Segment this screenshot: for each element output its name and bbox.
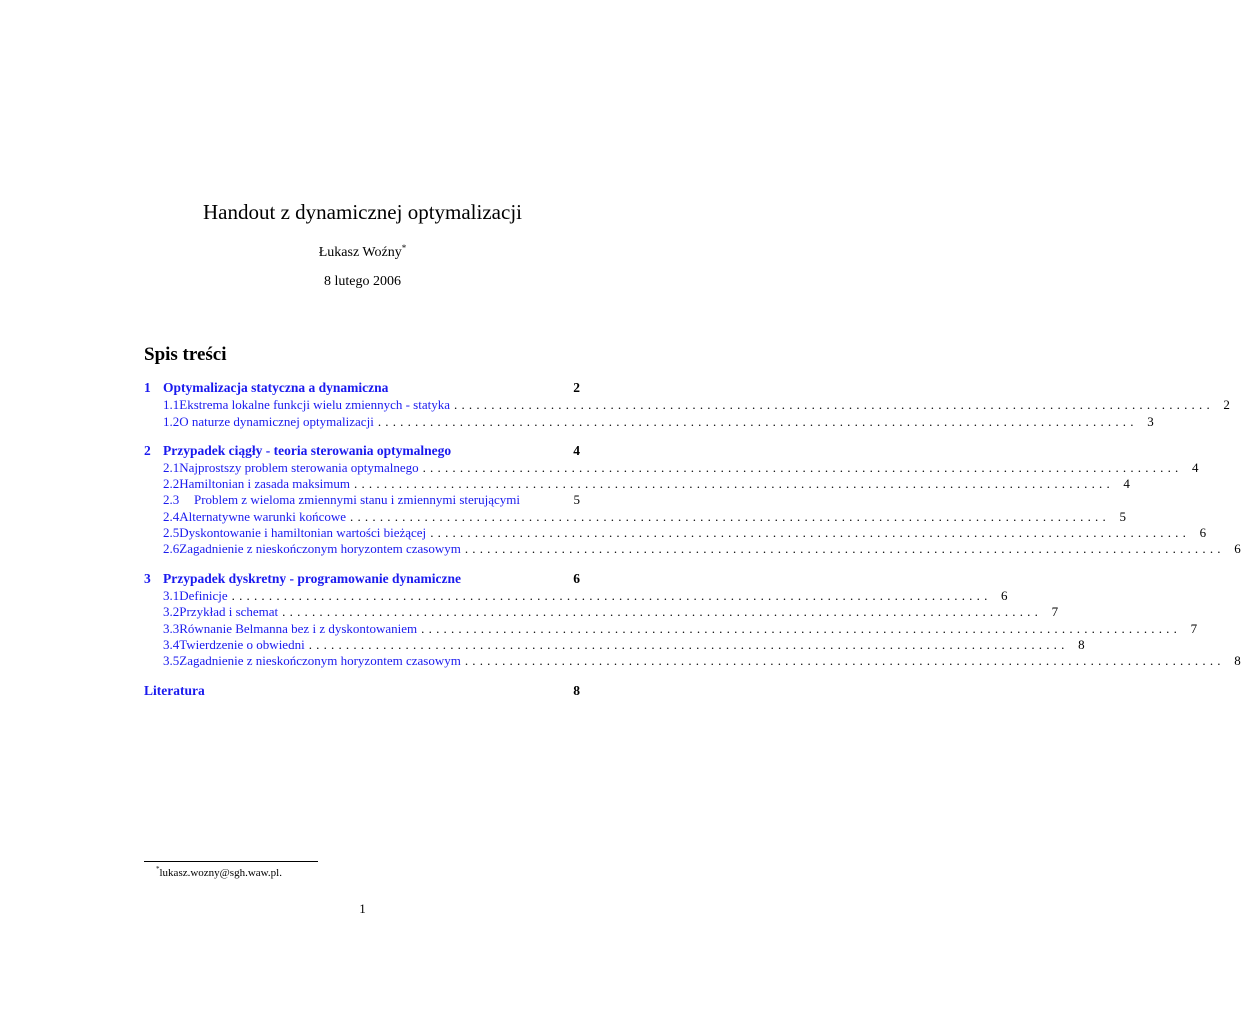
toc-number[interactable]: 3.2 <box>163 604 180 619</box>
toc-page: 5 <box>1119 509 1126 524</box>
toc-page: 6 <box>1234 541 1241 556</box>
toc-page: 2 <box>573 380 580 395</box>
footnote-mark: * <box>156 865 160 873</box>
toc-page: 6 <box>1001 588 1008 603</box>
toc-subsection-3-3[interactable] <box>144 621 1198 637</box>
toc-link[interactable]: Optymalizacja statyczna a dynamiczna <box>163 380 389 395</box>
author-footnote-mark: * <box>401 243 407 253</box>
toc-leader: ...................................................................................................... <box>464 541 1225 556</box>
toc-number[interactable]: 3.3 <box>163 621 180 636</box>
toc-subsection-2-1[interactable] <box>144 460 1199 476</box>
toc-number[interactable]: 2.5 <box>163 525 180 540</box>
toc-page: 7 <box>1190 621 1198 636</box>
toc-subsection-2-3[interactable] <box>144 492 580 508</box>
toc-subsection-2-6[interactable] <box>144 541 1241 557</box>
toc-number[interactable]: 1.1 <box>163 397 180 412</box>
toc-subsection-3-5[interactable] <box>144 653 1241 669</box>
toc-link[interactable]: Hamiltonian i zasada maksimum <box>179 476 351 491</box>
toc-leader: ...................................................................................................... <box>464 653 1225 668</box>
author-line <box>0 245 725 261</box>
footnote <box>156 867 282 879</box>
toc-number[interactable]: 3.4 <box>163 637 180 652</box>
toc-link[interactable]: Równanie Belmanna bez i z dyskontowaniem <box>179 621 418 636</box>
footnote-rule <box>144 861 318 862</box>
footnote-email: lukasz.wozny@sgh.waw.pl. <box>159 867 282 879</box>
toc-link[interactable]: Zagadnienie z nieskończonym horyzontem czasowym <box>179 653 461 668</box>
toc-page: 4 <box>573 443 580 458</box>
toc-subsection-2-2[interactable] <box>144 476 1130 492</box>
toc-page: 2 <box>1223 397 1230 412</box>
toc-number[interactable]: 3.1 <box>163 588 180 603</box>
toc-page: 8 <box>573 683 580 698</box>
toc-literature[interactable] <box>144 683 580 699</box>
document-title: Handout z dynamicznej optymalizacji <box>203 200 522 224</box>
toc-number[interactable]: 2.1 <box>163 460 180 475</box>
toc-leader: ...................................................................................................... <box>422 460 1183 475</box>
toc-number[interactable]: 2.2 <box>163 476 180 491</box>
toc-leader: ...................................................................................................... <box>430 525 1191 540</box>
author-name: Łukasz Woźny <box>318 245 402 260</box>
toc-link[interactable]: O naturze dynamicznej optymalizacji <box>179 414 374 429</box>
toc-page: 8 <box>1234 653 1241 668</box>
toc-link[interactable]: Definicje <box>179 588 228 603</box>
toc-heading: Spis treści <box>144 344 227 365</box>
toc-leader: ...................................................................................................... <box>350 509 1110 524</box>
toc-leader: ...................................................................................................... <box>354 476 1114 491</box>
toc-link[interactable]: Ekstrema lokalne funkcji wielu zmiennych - statyka <box>179 397 450 412</box>
toc-section-1[interactable] <box>144 380 580 396</box>
toc-subsection-2-5[interactable] <box>144 525 1207 541</box>
toc-link[interactable]: Dyskontowanie i hamiltonian wartości bieżącej <box>179 525 427 540</box>
page-number: 1 <box>359 901 366 916</box>
toc-leader: ...................................................................................................... <box>377 414 1138 429</box>
toc-link[interactable]: Literatura <box>144 683 205 698</box>
toc-page: 6 <box>1199 525 1207 540</box>
toc-leader: ...................................................................................................... <box>308 637 1069 652</box>
toc-leader: ...................................................................................................... <box>231 588 992 603</box>
toc-number[interactable]: 2.6 <box>163 541 180 556</box>
toc-subsection-3-1[interactable] <box>144 588 1008 604</box>
toc-page: 4 <box>1123 476 1130 491</box>
toc-number[interactable]: 2.4 <box>163 509 180 524</box>
toc-page: 4 <box>1192 460 1199 475</box>
toc-link[interactable]: Przypadek ciągły - teoria sterowania optymalnego <box>163 443 452 458</box>
toc-page: 5 <box>573 492 580 507</box>
document-date: 8 lutego 2006 <box>324 274 401 289</box>
toc-number[interactable]: 2 <box>144 443 151 458</box>
toc-page: 3 <box>1147 414 1154 429</box>
toc-number[interactable]: 3 <box>144 571 151 586</box>
toc-subsection-3-4[interactable] <box>144 637 1085 653</box>
toc-link[interactable]: Twierdzenie o obwiedni <box>179 637 305 652</box>
toc-page: 8 <box>1078 637 1085 652</box>
toc-number[interactable]: 1.2 <box>163 414 180 429</box>
toc-number[interactable]: 3.5 <box>163 653 180 668</box>
toc-subsection-2-4[interactable] <box>144 509 1126 525</box>
toc-number[interactable]: 2.3 <box>163 492 180 507</box>
toc-leader: ...................................................................................................... <box>282 604 1043 619</box>
toc-leader: ...................................................................................................... <box>454 397 1214 412</box>
toc-link[interactable]: Zagadnienie z nieskończonym horyzontem czasowym <box>179 541 461 556</box>
toc-number[interactable]: 1 <box>144 380 151 395</box>
toc-link[interactable]: Problem z wieloma zmiennymi stanu i zmiennymi sterującymi <box>194 492 521 507</box>
toc-page: 6 <box>573 571 580 586</box>
toc-link[interactable]: Alternatywne warunki końcowe <box>179 509 347 524</box>
toc-leader: ...................................................................................................... <box>421 621 1182 636</box>
toc-subsection-1-1[interactable] <box>144 397 1230 413</box>
toc-section-3[interactable] <box>144 571 580 587</box>
toc-page: 7 <box>1051 604 1059 619</box>
toc-link[interactable]: Przykład i schemat <box>179 604 279 619</box>
toc-link[interactable]: Przypadek dyskretny - programowanie dynamiczne <box>163 571 461 586</box>
toc-subsection-1-2[interactable] <box>144 414 1154 430</box>
toc-subsection-3-2[interactable] <box>144 604 1059 620</box>
toc-section-2[interactable] <box>144 443 580 459</box>
toc-link[interactable]: Najprostszy problem sterowania optymalnego <box>179 460 419 475</box>
